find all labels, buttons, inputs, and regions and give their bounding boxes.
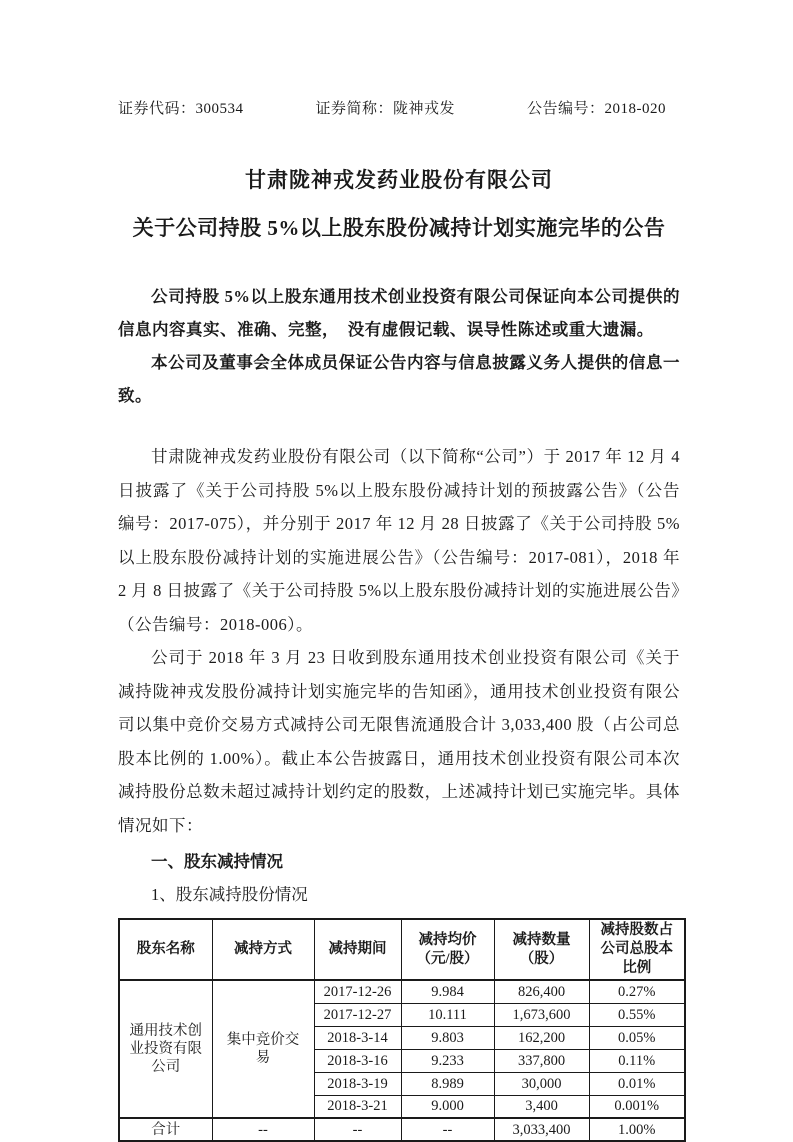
- period-cell: 2017-12-26: [314, 980, 401, 1003]
- announcement-title: 关于公司持股 5%以上股东股份减持计划实施完毕的公告: [132, 216, 666, 240]
- header-average-price: 减持均价（元/股）: [401, 919, 494, 980]
- reduction-method-cell: 集中竞价交易: [212, 980, 314, 1118]
- subsection-heading-reduction-details: 1、股东减持股份情况: [151, 885, 308, 904]
- total-avg-price-cell: --: [401, 1118, 494, 1141]
- header-ratio-of-total-shares: 减持股数占公司总股本比例: [589, 919, 685, 980]
- quantity-cell: 3,400: [494, 1095, 589, 1118]
- total-ratio-cell: 1.00%: [589, 1118, 685, 1141]
- ratio-cell: 0.05%: [589, 1026, 685, 1049]
- header-reduction-period: 减持期间: [314, 919, 401, 980]
- period-cell: 2018-3-19: [314, 1072, 401, 1095]
- avg-price-cell: 9.803: [401, 1026, 494, 1049]
- shareholder-name-cell: 通用技术创业投资有限公司: [119, 980, 212, 1118]
- total-method-cell: --: [212, 1118, 314, 1141]
- total-period-cell: --: [314, 1118, 401, 1141]
- period-cell: 2017-12-27: [314, 1003, 401, 1026]
- document-meta-header: [118, 97, 680, 118]
- ratio-cell: 0.01%: [589, 1072, 685, 1095]
- ratio-cell: 0.11%: [589, 1049, 685, 1072]
- ratio-cell: 0.27%: [589, 980, 685, 1003]
- header-shareholder-name: 股东名称: [119, 919, 212, 980]
- body-text-block: [118, 440, 680, 842]
- quantity-cell: 1,673,600: [494, 1003, 589, 1026]
- avg-price-cell: 9.984: [401, 980, 494, 1003]
- ratio-cell: 0.55%: [589, 1003, 685, 1026]
- header-reduction-method: 减持方式: [212, 919, 314, 980]
- stock-abbreviation: 证券简称：陇神戎发: [315, 101, 456, 117]
- section-heading-shareholder-reduction: 一、股东减持情况: [151, 852, 283, 871]
- total-label-cell: 合计: [119, 1118, 212, 1141]
- quantity-cell: 162,200: [494, 1026, 589, 1049]
- company-name-title: 甘肃陇神戎发药业股份有限公司: [245, 168, 553, 192]
- declaration-paragraph-1: 公司持股 5%以上股东通用技术创业投资有限公司保证向本公司提供的信息内容真实、准确、完整， 没有虚假记载、误导性陈述或重大遗漏。: [118, 287, 680, 339]
- quantity-cell: 30,000: [494, 1072, 589, 1095]
- ratio-cell: 0.001%: [589, 1095, 685, 1118]
- avg-price-cell: 10.111: [401, 1003, 494, 1026]
- declaration-block: [118, 280, 680, 412]
- stock-code: 证券代码：300534: [118, 101, 244, 117]
- header-quantity: 减持数量（股）: [494, 919, 589, 980]
- total-quantity-cell: 3,033,400: [494, 1118, 589, 1141]
- table-header-row: [119, 919, 685, 980]
- holdings-reduction-table: [118, 918, 686, 1142]
- announcement-number: 公告编号：2018-020: [527, 101, 666, 117]
- avg-price-cell: 8.989: [401, 1072, 494, 1095]
- avg-price-cell: 9.233: [401, 1049, 494, 1072]
- period-cell: 2018-3-14: [314, 1026, 401, 1049]
- avg-price-cell: 9.000: [401, 1095, 494, 1118]
- body-paragraph-2: 公司于 2018 年 3 月 23 日收到股东通用技术创业投资有限公司《关于减持陇神戎发股份减持计划实施完毕的告知函》，通用技术创业投资有限公司以集中竞价交易方式减持公司无限售流通股合计 3,033,400 股（占公司总股本比例的 1.00%）。截止本公告披露日，通用技术创业投资有限公司本次减持股份总数未超过减持计划约定的股数，上述减持计划已实施完毕。具体情况如下：: [118, 648, 680, 835]
- declaration-paragraph-2: 本公司及董事会全体成员保证公告内容与信息披露义务人提供的信息一致。: [118, 353, 680, 405]
- period-cell: 2018-3-16: [314, 1049, 401, 1072]
- quantity-cell: 826,400: [494, 980, 589, 1003]
- quantity-cell: 337,800: [494, 1049, 589, 1072]
- table-total-row: [119, 1118, 685, 1141]
- body-paragraph-1: 甘肃陇神戎发药业股份有限公司（以下简称“公司”）于 2017 年 12 月 4 日披露了《关于公司持股 5%以上股东股份减持计划的预披露公告》（公告编号：2017-075），并分别于 2017 年 12 月 28 日披露了《关于公司持股 5%以上股东股份减持计划的实施进展公告》（公告编号：2017-081），2018 年 2 月 8 日披露了《关于公司持股 5%以上股东股份减持计划的实施进展公告》（公告编号：2018-006）。: [118, 447, 680, 634]
- table-row: [119, 980, 685, 1003]
- period-cell: 2018-3-21: [314, 1095, 401, 1118]
